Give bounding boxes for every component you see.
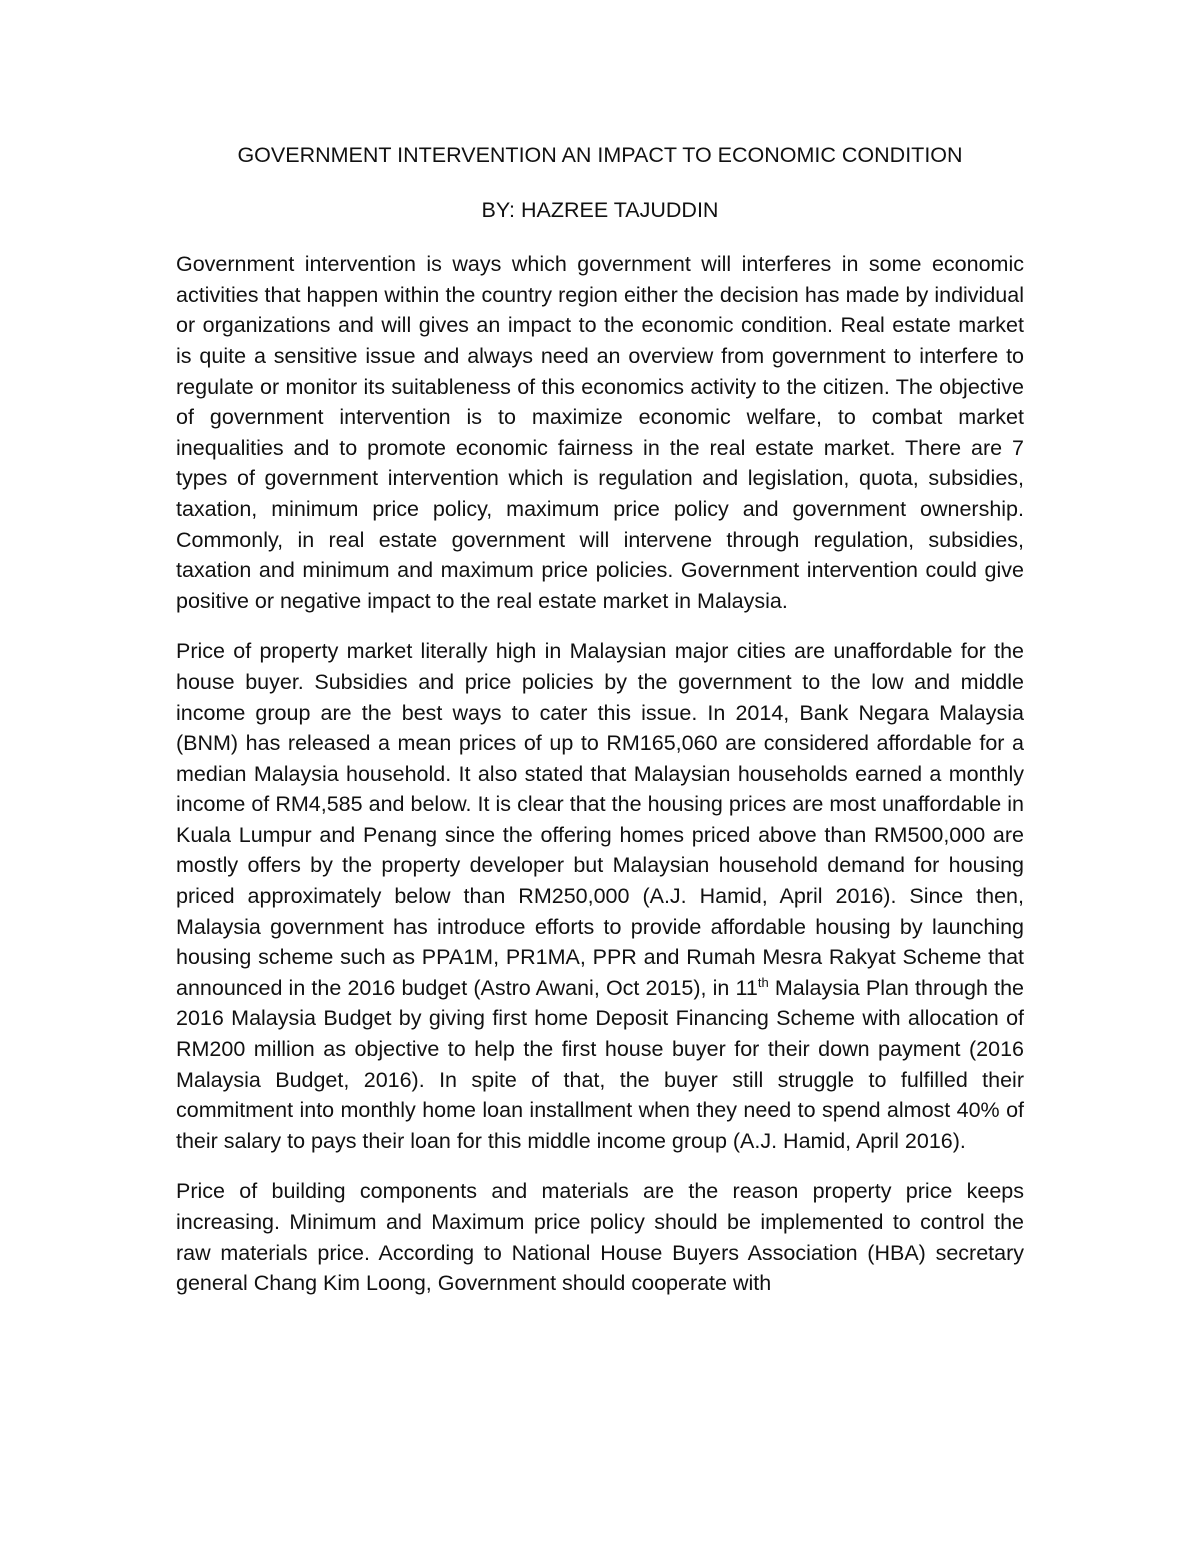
- paragraph-2-continuation: Malaysia Plan through the 2016 Malaysia Budget by giving first home Deposit Financing Scheme with allocation of RM200 million as objective to help the first house buyer for their down payment (2016 Malaysia Budget, 2016). In spite of that, the buyer still struggle to fulfilled their commitment into monthly home loan installment when they need to spend almost 40% of their salary to pays their loan for this middle income group (A.J. Hamid, April 2016).: [176, 975, 1024, 1153]
- document-body: [176, 140, 1024, 1319]
- paragraph-2-text: Price of property market literally high in Malaysian major cities are unaffordable for the house buyer. Subsidies and price policies by the government to the low and middle income group are the best ways to cater this issue. In 2014, Bank Negara Malaysia (BNM) has released a mean prices of up to RM165,060 are considered affordable for a median Malaysia household. It also stated that Malaysian households earned a monthly income of RM4,585 and below. It is clear that the housing prices are most unaffordable in Kuala Lumpur and Penang since the offering homes priced above than RM500,000 are mostly offers by the property developer but Malaysian household demand for housing priced approximately below than RM250,000 (A.J. Hamid, April 2016). Since then, Malaysia government has introduce efforts to provide affordable housing by launching housing scheme such as PPA1M, PR1MA, PPR and Rumah Mesra Rakyat Scheme that announced in the 2016 budget (Astro Awani, Oct 2015), in: [176, 639, 1024, 1000]
- paragraph-3: Price of building components and materials are the reason property price keeps increasing. Minimum and Maximum price policy should be implemented to control the raw materials price. According to National House Buyers Association (HBA) secretary general Chang Kim Loong, Government should cooperate with: [176, 1179, 1024, 1296]
- document-title: GOVERNMENT INTERVENTION AN IMPACT TO ECONOMIC CONDITION: [237, 143, 963, 167]
- author-byline: BY: HAZREE TAJUDDIN: [481, 197, 719, 222]
- paragraph-1: Government intervention is ways which government will interferes in some economic activities that happen within the country region either the decision has made by individual or organizations and will gives an impact to the economic condition. Real estate market is quite a sensitive issue and always need an overview from government to interfere to regulate or monitor its suitableness of this economics activity to the citizen. The objective of government intervention is to maximize economic welfare, to combat market inequalities and to promote economic fairness in the real estate market. There are 7 types of government intervention which is regulation and legislation, quota, subsidies, taxation, minimum price policy, maximum price policy and government ownership. Commonly, in real estate government will intervene through regulation, subsidies, taxation and minimum and maximum price policies. Government intervention could give positive or negative impact to the real estate market in Malaysia.: [176, 252, 1024, 613]
- paragraph-2: [176, 636, 1024, 1156]
- ordinal-number: 11: [735, 975, 758, 1000]
- ordinal-suffix: th: [757, 974, 769, 990]
